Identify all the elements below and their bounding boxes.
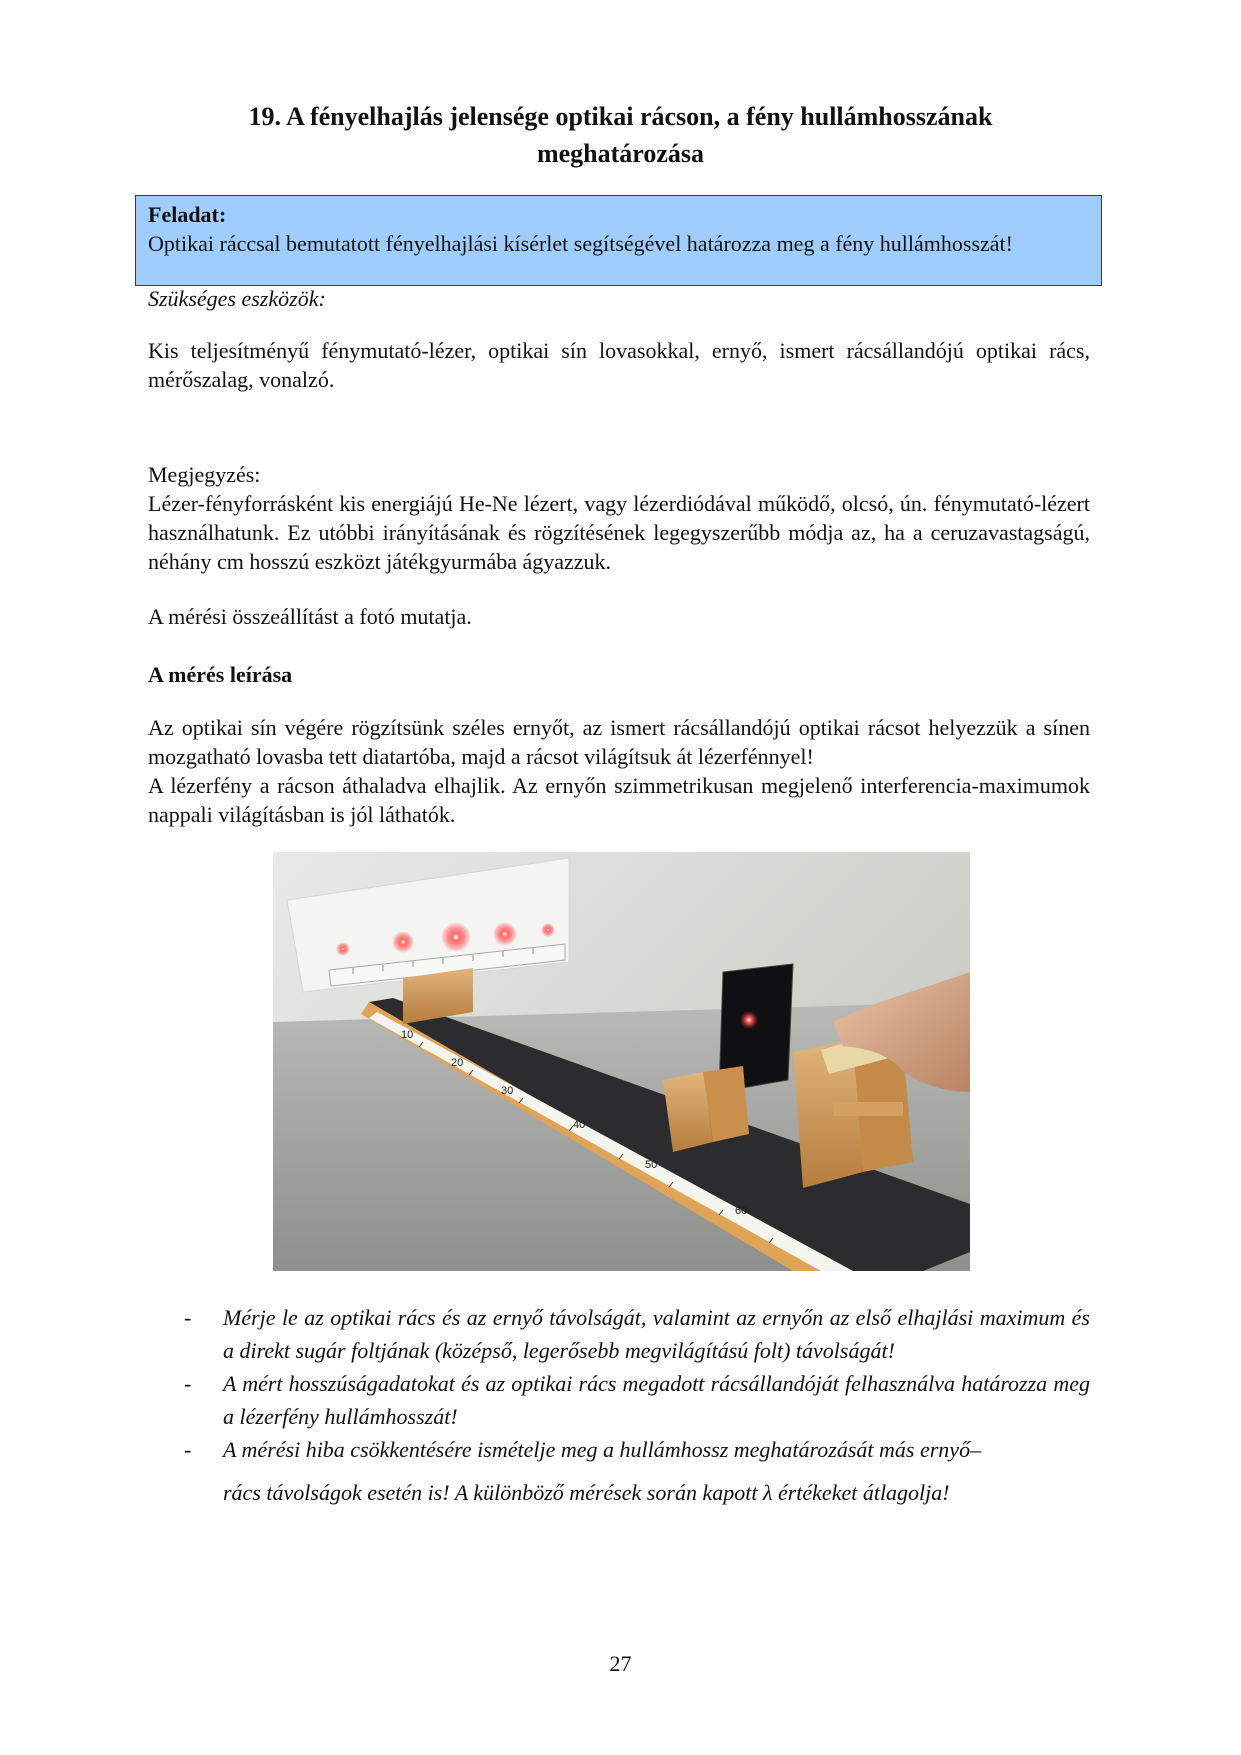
rail-mark-50: 50 bbox=[645, 1159, 658, 1171]
procedure-heading: A mérés leírása bbox=[148, 662, 293, 687]
list-item bbox=[148, 1301, 1090, 1367]
list-dash: - bbox=[184, 1305, 192, 1330]
list-dash: - bbox=[184, 1437, 192, 1462]
rail-mark-40: 40 bbox=[573, 1119, 586, 1131]
note-heading: Megjegyzés: bbox=[148, 462, 261, 487]
task-steps-list bbox=[148, 1301, 1090, 1509]
setup-photo bbox=[273, 852, 970, 1271]
rail-mark-10: 10 bbox=[401, 1029, 414, 1041]
page-number: 27 bbox=[609, 1651, 632, 1676]
title-line-2: meghatározása bbox=[536, 139, 705, 168]
procedure-paragraph-2: A lézerfény a rácson áthaladva elhajlik. Az ernyőn szimmetrikusan megjelenő interferencia-maximumok nappali világításban is jól láthatók. bbox=[148, 773, 1090, 827]
step-3-line-1: A mérési hiba csökkentésére ismételje meg a hullámhossz meghatározását más ernyő– bbox=[223, 1437, 982, 1462]
rail-mark-60: 60 bbox=[735, 1205, 748, 1217]
equipment-heading: Szükséges eszközök: bbox=[148, 286, 326, 311]
rail-mark-20: 20 bbox=[451, 1057, 464, 1069]
task-box bbox=[135, 195, 1102, 286]
step-3-line-2: rács távolságok esetén is! A különböző mérések során kapott λ értékeket átlagolja! bbox=[223, 1480, 950, 1505]
step-1-text: Mérje le az optikai rács és az ernyő távolságát, valamint az ernyőn az első elhajlási maximum és a direkt sugár foltjának (középső, legerősebb megvilágítású folt) távolságát! bbox=[223, 1305, 1090, 1363]
rail-mark-30: 30 bbox=[501, 1085, 514, 1097]
procedure-paragraph-1: Az optikai sín végére rögzítsünk széles ernyőt, az ismert rácsállandójú optikai rácsot helyezzük a sínen mozgatható lovasba tett diatartóba, majd a rácsot világítsuk át lézerfénnyel! bbox=[148, 715, 1090, 769]
task-heading: Feladat: bbox=[148, 202, 227, 227]
page-title bbox=[150, 98, 1091, 172]
step-2-text: A mért hosszúságadatokat és az optikai rács megadott rácsállandóját felhasználva határozza meg a lézerfény hullámhosszát! bbox=[223, 1371, 1090, 1429]
equipment-text: Kis teljesítményű fénymutató-lézer, optikai sín lovasokkal, ernyő, ismert rácsállandójú optikai rács, mérőszalag, vonalzó. bbox=[148, 338, 1090, 392]
list-dash: - bbox=[184, 1371, 192, 1396]
task-text: Optikai ráccsal bemutatott fényelhajlási kísérlet segítségével határozza meg a fény hullámhosszát! bbox=[148, 231, 1013, 256]
title-line-1: 19. A fényelhajlás jelensége optikai rácson, a fény hullámhosszának bbox=[248, 102, 993, 131]
list-item bbox=[148, 1367, 1090, 1433]
setup-text: A mérési összeállítást a fotó mutatja. bbox=[148, 604, 472, 629]
note-text: Lézer-fényforrásként kis energiájú He-Ne lézert, vagy lézerdiódával működő, olcsó, ún. fénymutató-lézert használhatunk. Ez utóbbi irányításának és rögzítésének legegyszerűbb módja az, ha a ceruzavastagságú, néhány cm hosszú eszközt játékgyurmába ágyazzuk. bbox=[148, 491, 1090, 574]
list-item bbox=[148, 1433, 1090, 1509]
